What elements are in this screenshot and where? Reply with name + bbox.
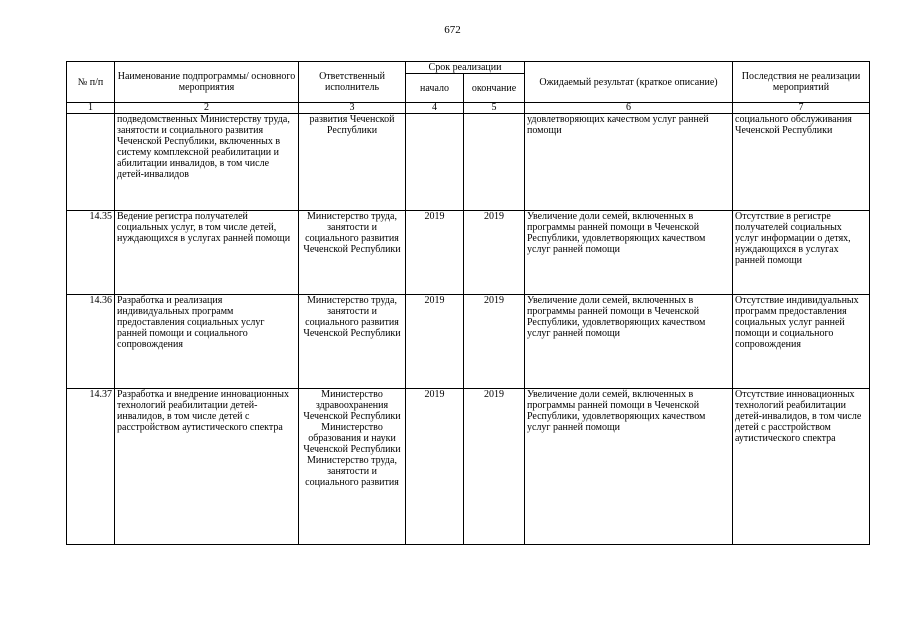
table-row [67,295,870,389]
column-number: 1 [67,103,115,114]
row-executor [299,389,406,545]
row-end: 2019 [464,389,525,545]
row-consequences: Отсутствие в регистре получателей социальных услуг информации о детях, нуждающихся в услугах ранней помощи [733,211,870,295]
row-start: 2019 [406,389,464,545]
row-number: 14.36 [67,295,115,389]
table-row [67,389,870,545]
table-row [67,114,870,211]
header-result: Ожидаемый результат (краткое описание) [525,62,733,103]
row-executor-line: Министерство образования и науки Чеченской Республики [303,422,401,455]
column-number: 4 [406,103,464,114]
column-number: 5 [464,103,525,114]
column-number: 7 [733,103,870,114]
row-start: 2019 [406,295,464,389]
column-number: 3 [299,103,406,114]
row-name: Разработка и внедрение инновационных технологий реабилитации детей-инвалидов, в том числе детей с расстройством аутистического спектра [115,389,299,545]
row-name: Ведение регистра получателей социальных услуг, в том числе детей, нуждающихся в услугах ранней помощи [115,211,299,295]
row-number: 14.35 [67,211,115,295]
header-end: окончание [464,74,525,103]
header-consequences: Последствия не реализации мероприятий [733,62,870,103]
row-number: 14.37 [67,389,115,545]
header-num: № п/п [67,62,115,103]
row-end: 2019 [464,211,525,295]
header-term: Срок реализации [406,62,525,74]
header-name: Наименование подпрограммы/ основного мероприятия [115,62,299,103]
row-executor-line: Министерство труда, занятости и социального развития [305,455,399,488]
row-consequences: Отсутствие индивидуальных программ предоставления социальных услуг ранней помощи и социального сопровождения [733,295,870,389]
row-executor: Министерство труда, занятости и социального развития Чеченской Республики [299,211,406,295]
row-number [67,114,115,211]
table-row [67,211,870,295]
row-executor: Министерство труда, занятости и социального развития Чеченской Республики [299,295,406,389]
row-end: 2019 [464,295,525,389]
row-result: Увеличение доли семей, включенных в программы ранней помощи в Чеченской Республики, удовлетворяющих качеством услуг ранней помощи [525,295,733,389]
row-name: подведомственных Министерству труда, занятости и социального развития Чеченской Республики, включенных в систему комплексной реабилитации и абилитации инвалидов, в том числе детей-инвалидов [115,114,299,211]
header-start: начало [406,74,464,103]
row-executor: развития Чеченской Республики [299,114,406,211]
row-start [406,114,464,211]
activities-table [66,61,870,545]
header-executor: Ответственный исполнитель [299,62,406,103]
row-consequences: Отсутствие инновационных технологий реабилитации детей-инвалидов, в том числе детей с расстройством аутистического спектра [733,389,870,545]
row-result: Увеличение доли семей, включенных в программы ранней помощи в Чеченской Республики, удовлетворяющих качеством услуг ранней помощи [525,211,733,295]
header-row [67,62,870,74]
row-consequences: социального обслуживания Чеченской Республики [733,114,870,211]
column-number: 6 [525,103,733,114]
row-name: Разработка и реализация индивидуальных программ предоставления социальных услуг ранней помощи и социального сопровождения [115,295,299,389]
row-executor-line: Министерство здравоохранения Чеченской Республики [303,389,401,422]
column-number: 2 [115,103,299,114]
row-end [464,114,525,211]
row-result: Увеличение доли семей, включенных в программы ранней помощи в Чеченской Республики, удовлетворяющих качеством услуг ранней помощи [525,389,733,545]
row-result: удовлетворяющих качеством услуг ранней помощи [525,114,733,211]
row-start: 2019 [406,211,464,295]
column-number-row [67,103,870,114]
page-number: 672 [444,24,461,36]
